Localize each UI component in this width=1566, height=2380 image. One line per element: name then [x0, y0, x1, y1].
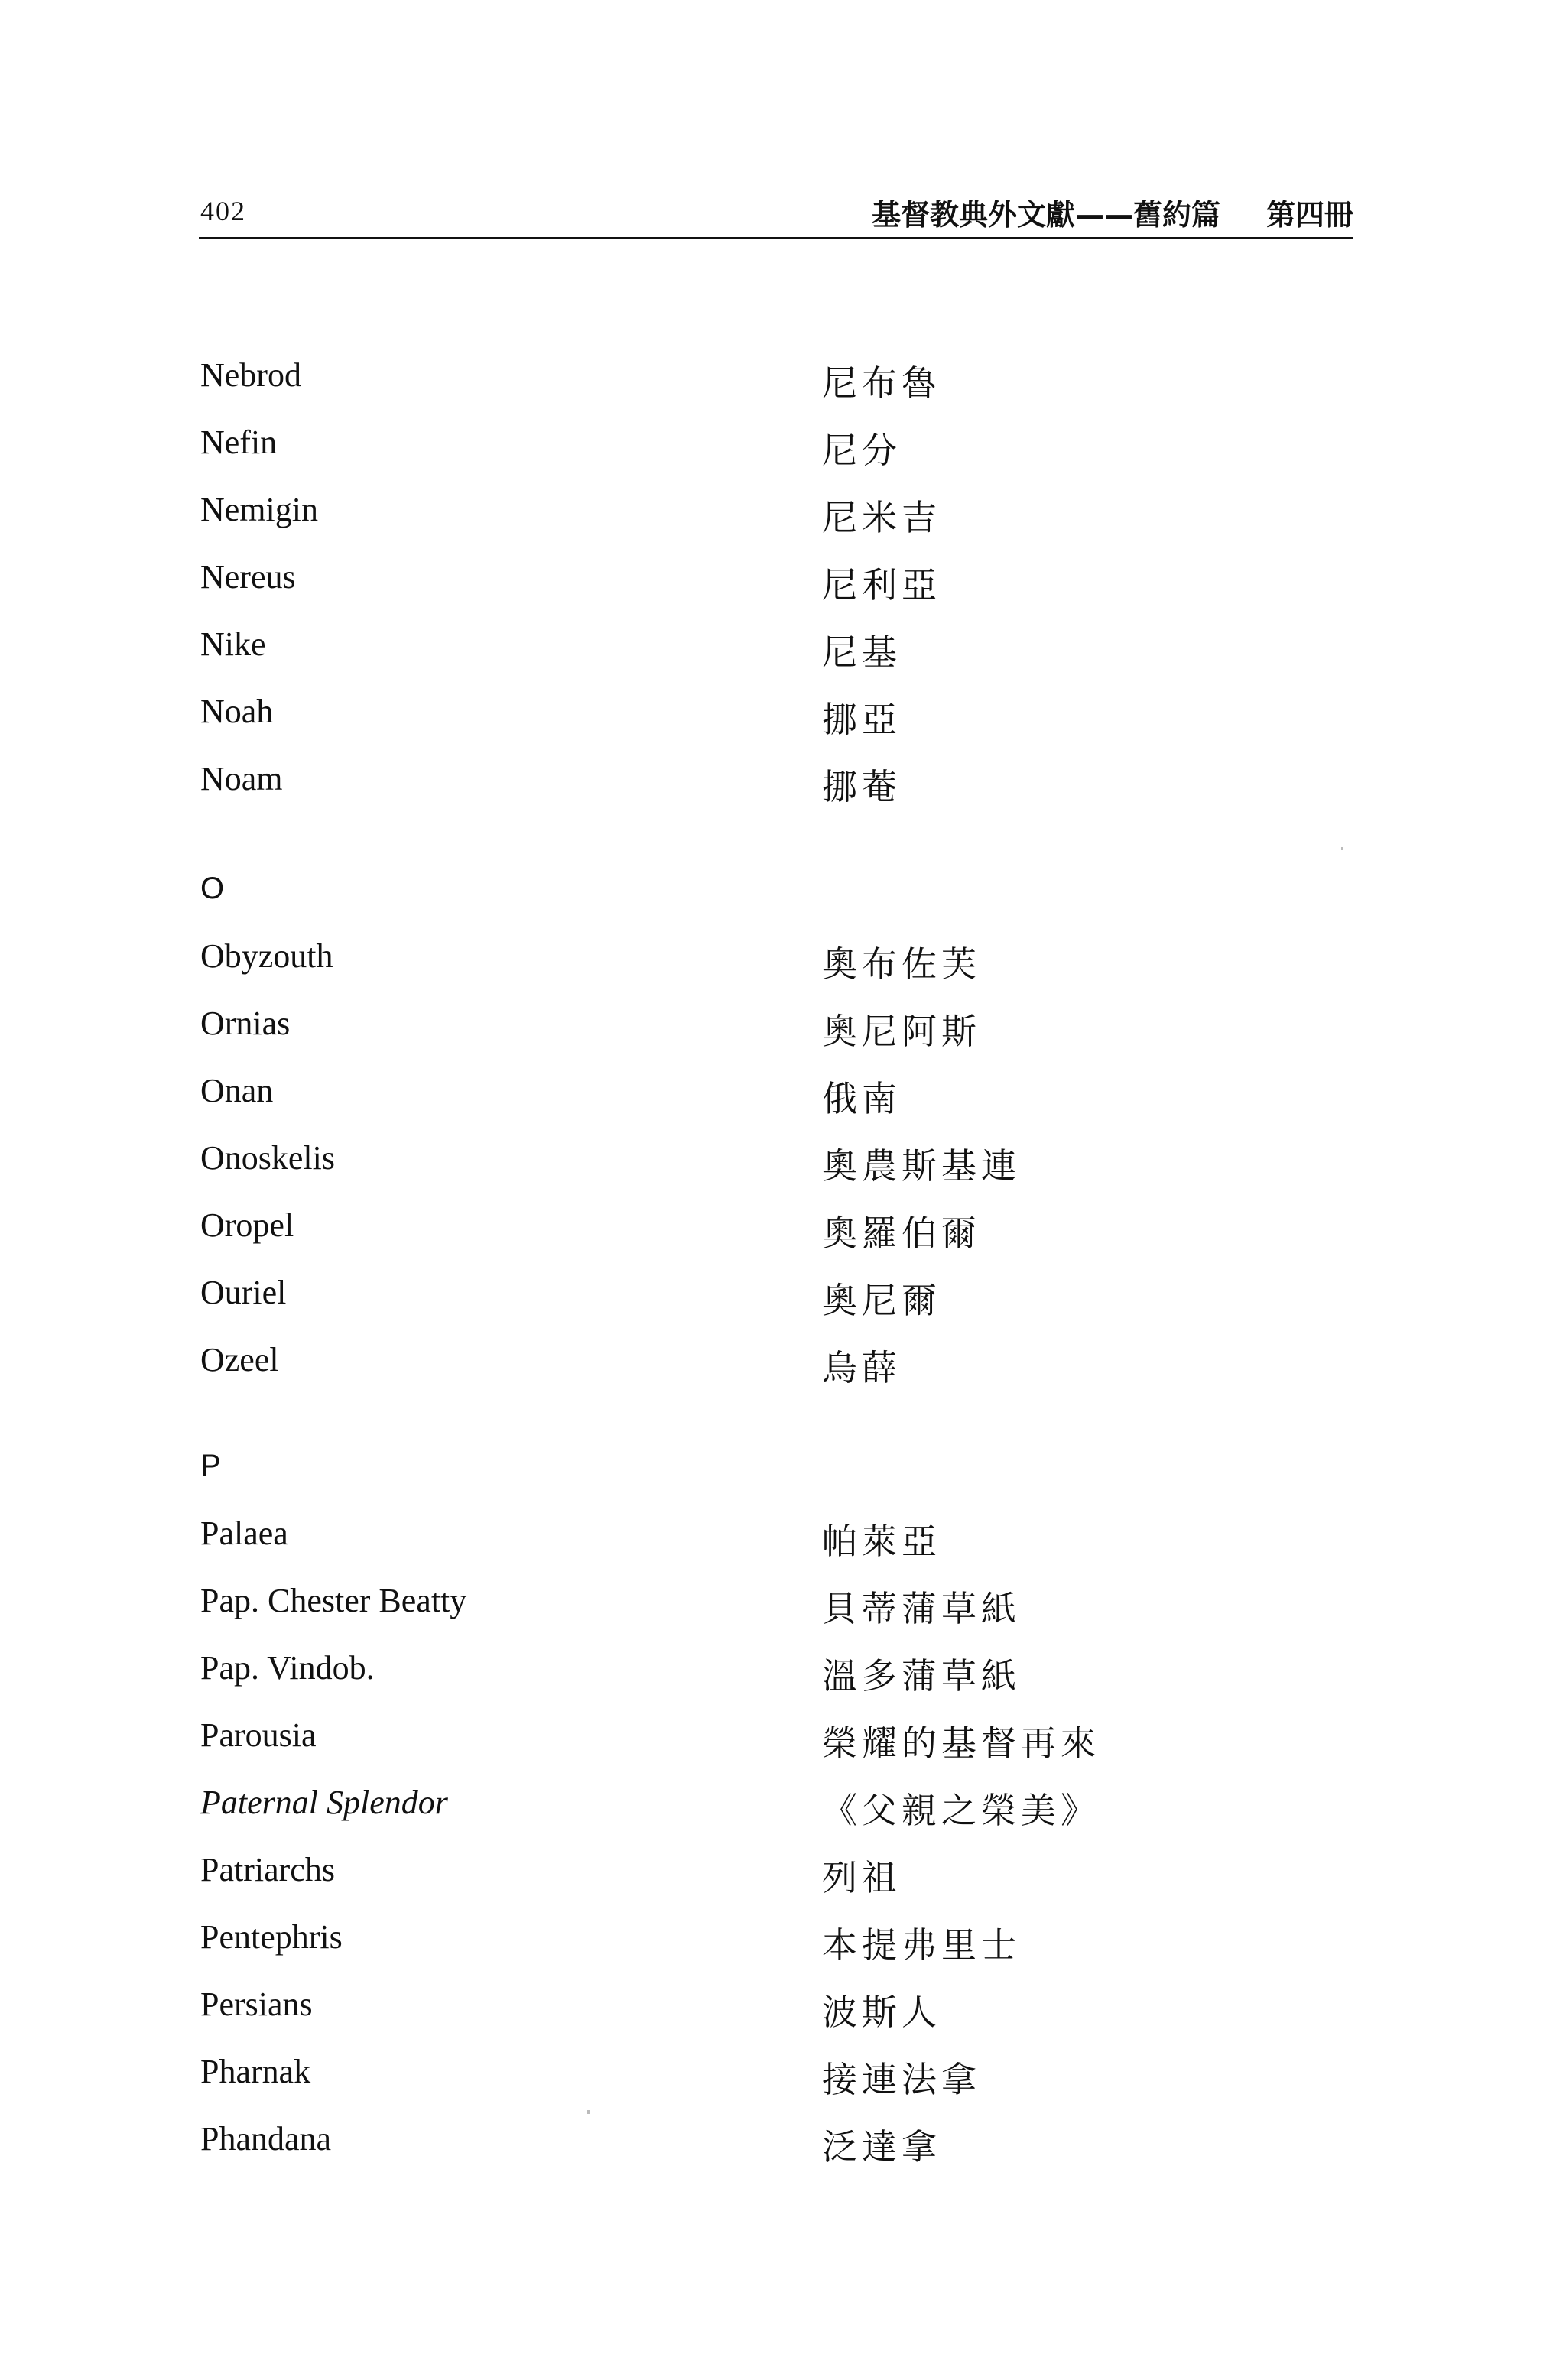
- entry-translation: 本提弗里士: [822, 1924, 1021, 1966]
- entry-term: Nike: [200, 625, 266, 663]
- glossary-entry: [0, 1985, 1566, 2046]
- entry-translation: 奧尼爾: [822, 1280, 941, 1321]
- glossary-entry: [0, 625, 1566, 686]
- entry-translation: 尼布魯: [822, 362, 941, 404]
- glossary-entry: [0, 1514, 1566, 1575]
- book-title: 基督教典外文獻——舊約篇: [871, 198, 1220, 232]
- entry-term: Obyzouth: [200, 937, 333, 975]
- entry-translation: 奧農斯基連: [822, 1145, 1021, 1187]
- entry-translation: 接連法拿: [822, 2059, 981, 2100]
- glossary-entry: [0, 1917, 1566, 1979]
- entry-translation: 俄南: [822, 1078, 902, 1119]
- scan-speck: [587, 2110, 590, 2114]
- entry-term: Persians: [200, 1985, 313, 2023]
- entry-term: Noah: [200, 693, 274, 730]
- entry-translation: 尼米吉: [822, 497, 941, 538]
- entry-translation: 挪亞: [822, 699, 902, 740]
- entry-term: Palaea: [200, 1515, 288, 1552]
- glossary-entry: [0, 1783, 1566, 1844]
- glossary-entry: [0, 2119, 1566, 2180]
- entry-translation: 溫多蒲草紙: [822, 1655, 1021, 1697]
- entry-translation: 波斯人: [822, 1992, 941, 2033]
- glossary-entry: [0, 423, 1566, 484]
- entry-term: Ozeel: [200, 1341, 279, 1378]
- running-title: [872, 191, 1353, 233]
- entry-translation: 尼基: [822, 632, 902, 673]
- entry-translation: 泛達拿: [822, 2126, 941, 2167]
- entry-term: Onoskelis: [200, 1139, 335, 1177]
- glossary-entry: [0, 759, 1566, 820]
- glossary-entry: [0, 1716, 1566, 1777]
- entry-term: Nefin: [200, 424, 278, 461]
- section-letter-p: P: [200, 1449, 221, 1482]
- entry-term: Ornias: [200, 1005, 291, 1042]
- entry-term: Nemigin: [200, 491, 318, 528]
- scan-speck: [1341, 847, 1343, 850]
- entry-term: Nebrod: [200, 356, 301, 394]
- entry-term: Onan: [200, 1072, 274, 1109]
- entry-term: Pharnak: [200, 2053, 311, 2090]
- entry-term: Pentephris: [200, 1918, 343, 1956]
- entry-term: Pap. Vindob.: [200, 1649, 375, 1687]
- glossary-entry: [0, 1581, 1566, 1642]
- entry-translation: 尼分: [822, 430, 902, 471]
- entry-translation: 帕萊亞: [822, 1521, 941, 1562]
- entry-translation: 奧布佐芙: [822, 943, 981, 985]
- entry-term: Paternal Splendor: [200, 1784, 448, 1821]
- entry-term: Phandana: [200, 2120, 332, 2158]
- entry-translation: 榮耀的基督再來: [822, 1722, 1100, 1764]
- glossary-entry: [0, 1071, 1566, 1132]
- glossary-entry: [0, 356, 1566, 417]
- entry-term: Ouriel: [200, 1274, 287, 1311]
- entry-term: Parousia: [200, 1716, 317, 1754]
- entry-term: Oropel: [200, 1206, 294, 1244]
- entry-translation: 貝蒂蒲草紙: [822, 1588, 1021, 1629]
- entry-translation: 尼利亞: [822, 564, 941, 606]
- glossary-entry: [0, 1340, 1566, 1401]
- volume-label: 第四冊: [1265, 198, 1353, 232]
- glossary-entry: [0, 1004, 1566, 1065]
- glossary-entry: [0, 1648, 1566, 1710]
- entry-term: Pap. Chester Beatty: [200, 1582, 467, 1619]
- glossary-entry: [0, 490, 1566, 551]
- glossary-entry: [0, 2052, 1566, 2113]
- glossary-entry: [0, 1850, 1566, 1911]
- glossary-entry: [0, 937, 1566, 998]
- entry-translation: 列祖: [822, 1857, 902, 1898]
- glossary-entry: [0, 1273, 1566, 1334]
- glossary-entry: [0, 557, 1566, 619]
- glossary-entry: [0, 1206, 1566, 1267]
- page-number: 402: [200, 196, 246, 226]
- section-letter-o: O: [200, 872, 225, 905]
- glossary-entry: [0, 1138, 1566, 1200]
- entry-translation: 烏薛: [822, 1347, 902, 1388]
- entry-term: Noam: [200, 760, 283, 797]
- entry-translation: 《父親之榮美》: [822, 1790, 1100, 1831]
- entry-translation: 奧尼阿斯: [822, 1011, 981, 1052]
- entry-term: Nereus: [200, 558, 296, 596]
- glossary-entry: [0, 692, 1566, 753]
- header-rule: [199, 237, 1353, 239]
- entry-translation: 挪菴: [822, 766, 902, 807]
- entry-translation: 奧羅伯爾: [822, 1213, 981, 1254]
- entry-term: Patriarchs: [200, 1851, 335, 1888]
